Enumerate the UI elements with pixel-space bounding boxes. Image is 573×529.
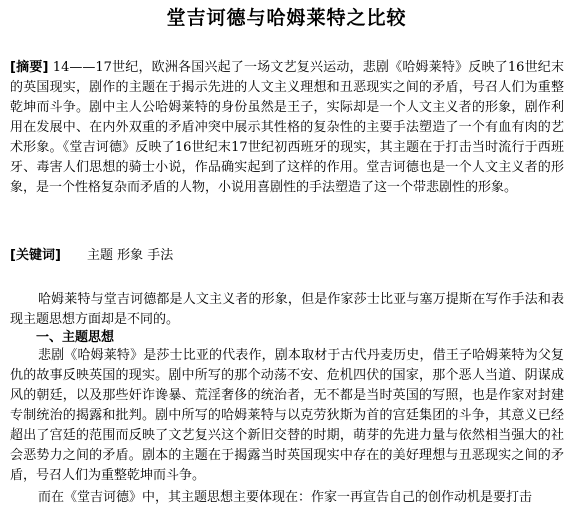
abstract-text: 14——17世纪，欧洲各国兴起了一场文艺复兴运动，悲剧《哈姆莱特》反映了16世纪末的英国现实，剧作的主题在于揭示先进的人文主义理想和丑恶现实之间的矛盾，号召人们为重整乾坤而斗争。剧中主人公哈姆莱特的身份虽然是王子，实际却是一个人文主义者的形象，剧作利用在发展中、在内外双重的矛盾冲突中展示其性格的复杂性的主要手法塑造了一个有血有肉的艺术形象。《堂吉诃德》反映了16世纪末17世纪初西班牙的现实，其主题在于打击当时流行于西班牙、毒害人们思想的骑士小说，作品确实起到了这样的作用。堂吉诃德也是一个人文主义者的形象，是一个性格复杂而矛盾的人物，小说用喜剧性的手法塑造了这一个带悲剧性的形象。	[10, 60, 564, 195]
intro-paragraph: 哈姆莱特与堂吉诃德都是人文主义者的形象，但是作家莎士比亚与塞万提斯在写作手法和表现主题思想方面却是不同的。	[10, 292, 564, 327]
keywords-label: [关键词]	[10, 248, 61, 263]
abstract-paragraph	[10, 58, 564, 198]
section-heading: 一、主题思想	[36, 330, 115, 345]
abstract-label: [摘要]	[10, 60, 49, 75]
section-paragraph-1: 悲剧《哈姆莱特》是莎士比亚的代表作，剧本取材于古代丹麦历史，借王子哈姆莱特为父复仇的故事反映英国的现实。剧中所写的那个动荡不安、危机四伏的国家，那个恶人当道、阴谋成风的朝廷，以及那些奸诈谗暴、荒淫奢侈的统治者，无不都是当时英国的写照，也是作家对封建专制统治的揭露和批判。剧中所写的哈姆莱特与以克劳狄斯为首的宫廷集团的斗争，其意义已经超出了宫廷的范围而反映了文艺复兴这个新旧交替的时期，萌芽的先进力量与依然相当强大的社会恶势力之间的矛盾。剧本的主题在于揭露当时英国现实中存在的美好理想与丑恶现实之间的矛盾，号召人们为重整乾坤而斗争。	[10, 348, 564, 483]
keywords-line	[10, 246, 564, 266]
document-title: 堂吉诃德与哈姆莱特之比较	[166, 7, 407, 29]
section-paragraph-2: 而在《堂吉诃德》中，其主题思想主要体现在：作家一再宣告自己的创作动机是要打击	[38, 490, 533, 505]
keywords-values: 主题 形象 手法	[87, 248, 174, 263]
